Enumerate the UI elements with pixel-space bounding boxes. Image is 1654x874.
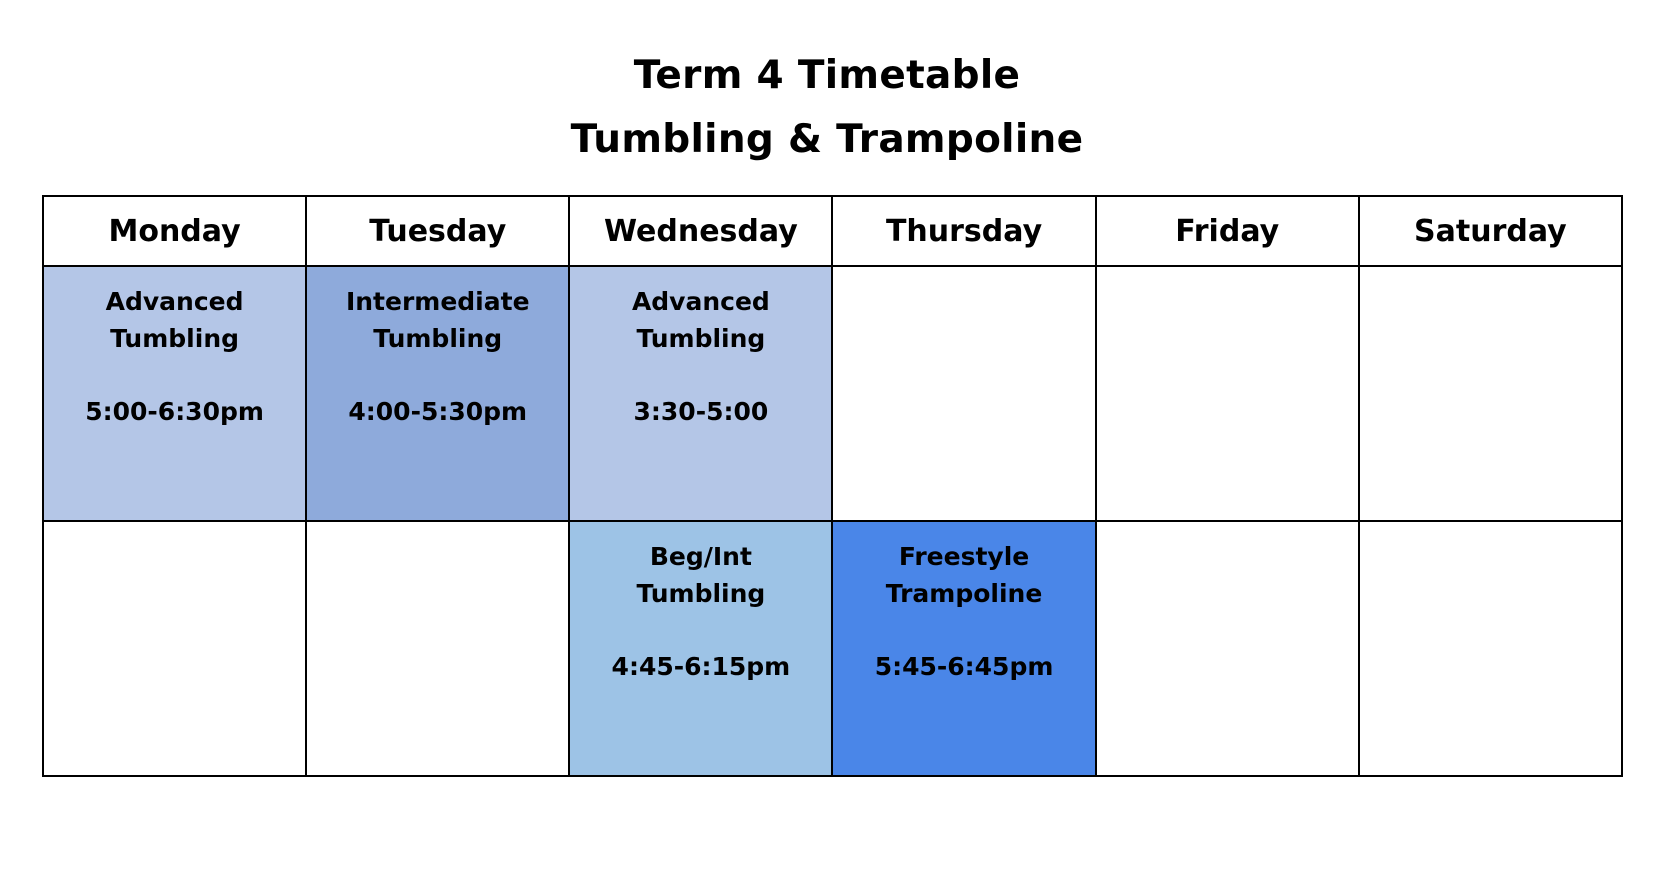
class-cell-content	[570, 267, 831, 430]
class-name-line-1: Freestyle	[898, 542, 1030, 571]
timetable-grid	[42, 195, 1623, 777]
class-time: 4:45-6:15pm	[611, 652, 791, 681]
class-time: 4:00-5:30pm	[348, 397, 528, 426]
class-name-line-2: Trampoline	[885, 579, 1043, 608]
empty-cell-saturday-row-2	[1359, 521, 1622, 776]
class-cell-wednesday-beg-int-tumbling	[569, 521, 832, 776]
day-header-tuesday: Tuesday	[306, 196, 569, 266]
timetable-title	[0, 44, 1654, 172]
day-header-thursday: Thursday	[832, 196, 1095, 266]
empty-cell-monday-row-2	[43, 521, 306, 776]
class-name-line-2: Tumbling	[636, 579, 766, 608]
empty-cell-thursday-row-1	[832, 266, 1095, 521]
class-name-line-2: Tumbling	[110, 324, 240, 353]
empty-cell-friday-row-2	[1096, 521, 1359, 776]
day-header-wednesday: Wednesday	[569, 196, 832, 266]
class-cell-content	[570, 522, 831, 685]
class-name-line-1: Beg/Int	[649, 542, 752, 571]
class-cell-content	[44, 267, 305, 430]
class-time: 3:30-5:00	[633, 397, 769, 426]
empty-cell-saturday-row-1	[1359, 266, 1622, 521]
class-name-line-2: Tumbling	[373, 324, 503, 353]
empty-cell-tuesday-row-2	[306, 521, 569, 776]
timetable-row-1	[43, 266, 1622, 521]
empty-cell-friday-row-1	[1096, 266, 1359, 521]
day-header-monday: Monday	[43, 196, 306, 266]
title-line-1: Term 4 Timetable	[633, 53, 1021, 98]
class-cell-monday-advanced-tumbling	[43, 266, 306, 521]
title-line-2: Tumbling & Trampoline	[570, 117, 1084, 162]
class-name-line-1: Advanced	[631, 287, 770, 316]
timetable-row-2	[43, 521, 1622, 776]
class-name-line-2: Tumbling	[636, 324, 766, 353]
class-name-line-1: Advanced	[105, 287, 244, 316]
day-header-row	[43, 196, 1622, 266]
class-cell-content	[307, 267, 568, 430]
class-time: 5:00-6:30pm	[85, 397, 264, 426]
class-name-line-1: Intermediate	[345, 287, 530, 316]
class-time: 5:45-6:45pm	[874, 652, 1054, 681]
class-cell-content	[833, 522, 1094, 685]
class-cell-thursday-freestyle-trampoline	[832, 521, 1095, 776]
class-cell-wednesday-advanced-tumbling	[569, 266, 832, 521]
day-header-saturday: Saturday	[1359, 196, 1622, 266]
day-header-friday: Friday	[1096, 196, 1359, 266]
class-cell-tuesday-intermediate-tumbling	[306, 266, 569, 521]
